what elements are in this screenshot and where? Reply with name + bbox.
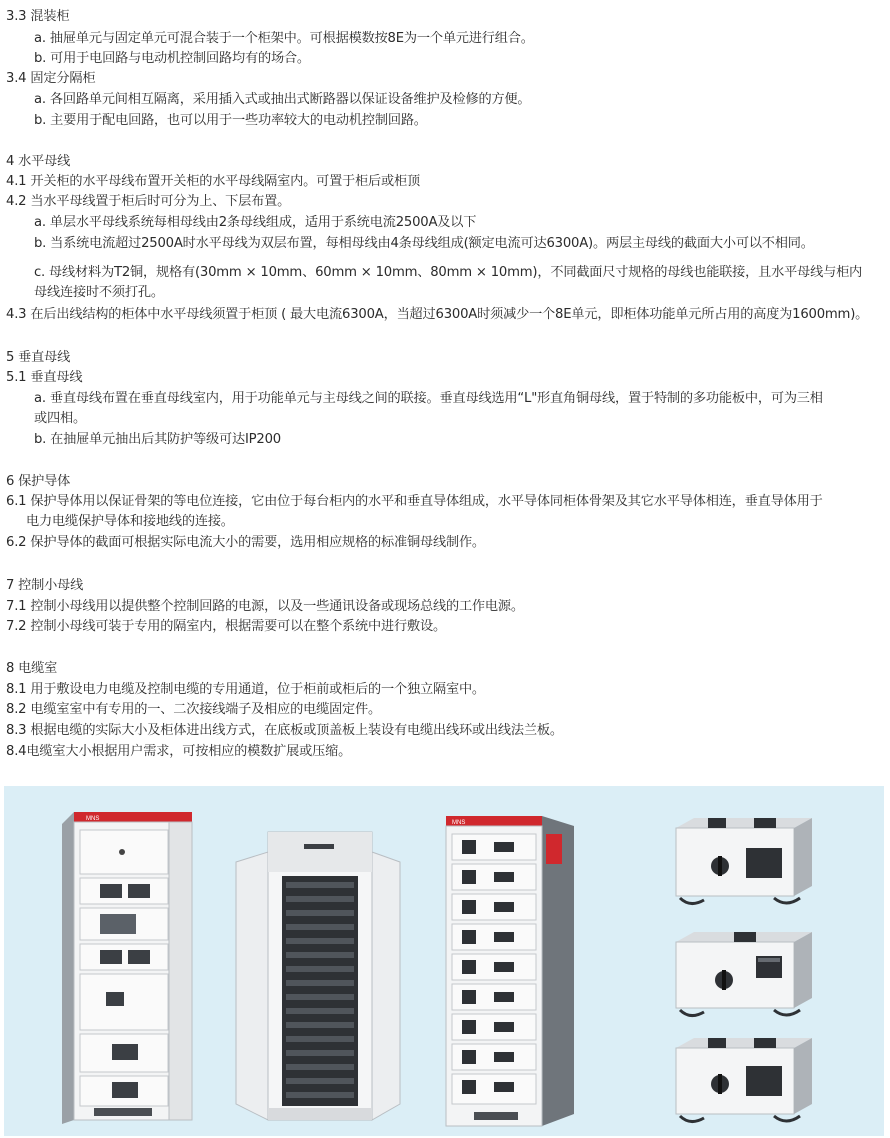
text-line: 6.2 保护导体的截面可根据实际电流大小的需要，选用相应规格的标准铜母线制作。 xyxy=(6,535,485,550)
product-photo-strip xyxy=(4,786,884,1136)
text-line: b. 当系统电流超过2500A时水平母线为双层布置，每相母线由4条母线组成(额定电流可达6300A)。两层主母线的截面大小可以不相同。 xyxy=(34,236,814,251)
text-line: 8 电缆室 xyxy=(6,661,58,676)
text-line: 8.1 用于敷设电力电缆及控制电缆的专用通道，位于柜前或柜后的一个独立隔室中。 xyxy=(6,682,485,697)
text-line: 母线连接时不须打孔。 xyxy=(34,285,164,300)
text-line: 或四相。 xyxy=(34,411,86,426)
text-line: 4.3 在后出线结构的柜体中水平母线须置于柜顶 ( 最大电流6300A，当超过6300A时须减少一个8E单元，即柜体功能单元所占用的高度为1600mm)。 xyxy=(6,307,869,322)
text-line: 3.4 固定分隔柜 xyxy=(6,71,96,86)
text-line: 7 控制小母线 xyxy=(6,578,84,593)
cabinet-photo-open-doors xyxy=(236,832,400,1120)
cabinet-photo-mixed xyxy=(62,812,192,1124)
drawer-unit-photo-3 xyxy=(676,1038,812,1122)
text-line: 5 垂直母线 xyxy=(6,350,71,365)
text-line: 4.1 开关柜的水平母线布置开关柜的水平母线隔室内。可置于柜后或柜顶 xyxy=(6,174,420,189)
text-line: a. 抽屉单元与固定单元可混合装于一个柜架中。可根据模数按8E为一个单元进行组合。 xyxy=(34,31,534,46)
text-line: 电力电缆保护导体和接地线的连接。 xyxy=(26,514,234,529)
drawer-unit-photo-2 xyxy=(676,932,812,1016)
text-line: a. 单层水平母线系统每相母线由2条母线组成，适用于系统电流2500A及以下 xyxy=(34,215,477,230)
text-line: 6.1 保护导体用以保证骨架的等电位连接，它由位于每台柜内的水平和垂直导体组成，水平导体同柜体骨架及其它水平导体相连，垂直导体用于 xyxy=(6,494,823,509)
text-line: b. 主要用于配电回路，也可以用于一些功率较大的电动机控制回路。 xyxy=(34,113,427,128)
text-line: a. 各回路单元间相互隔离，采用插入式或抽出式断路器以保证设备维护及检修的方便。 xyxy=(34,92,531,107)
brand-label-2: MNS xyxy=(452,820,466,826)
text-line: c. 母线材料为T2铜，规格有(30mm × 10mm、60mm × 10mm、80mm × 10mm)，不同截面尺寸规格的母线也能联接，且水平母线与柜内 xyxy=(34,265,863,280)
text-line: a. 垂直母线布置在垂直母线室内，用于功能单元与主母线之间的联接。垂直母线选用“L"形直角铜母线，置于特制的多功能板中，可为三相 xyxy=(34,391,823,406)
text-line: 6 保护导体 xyxy=(6,474,71,489)
text-line: b. 在抽屉单元抽出后其防护等级可达IP200 xyxy=(34,432,281,447)
brand-label: MNS xyxy=(86,816,100,822)
text-line: 4 水平母线 xyxy=(6,154,71,169)
product-photos-svg xyxy=(4,786,884,1136)
cabinet-photo-drawers xyxy=(446,816,574,1126)
text-line: 4.2 当水平母线置于柜后时可分为上、下层布置。 xyxy=(6,194,291,209)
text-line: 7.1 控制小母线用以提供整个控制回路的电源，以及一些通讯设备或现场总线的工作电源。 xyxy=(6,599,524,614)
text-line: 8.3 根据电缆的实际大小及柜体进出线方式，在底板或顶盖板上装设有电缆出线环或出线法兰板。 xyxy=(6,723,563,738)
drawer-unit-photo-1 xyxy=(676,818,812,904)
text-line: 7.2 控制小母线可装于专用的隔室内，根据需要可以在整个系统中进行敷设。 xyxy=(6,619,446,634)
text-line: b. 可用于电回路与电动机控制回路均有的场合。 xyxy=(34,51,310,66)
text-line: 8.4电缆室大小根据用户需求，可按相应的模数扩展或压缩。 xyxy=(6,744,352,759)
text-line: 5.1 垂直母线 xyxy=(6,370,83,385)
text-line: 8.2 电缆室室中有专用的一、二次接线端子及相应的电缆固定件。 xyxy=(6,702,382,717)
text-line: 3.3 混装柜 xyxy=(6,9,70,24)
